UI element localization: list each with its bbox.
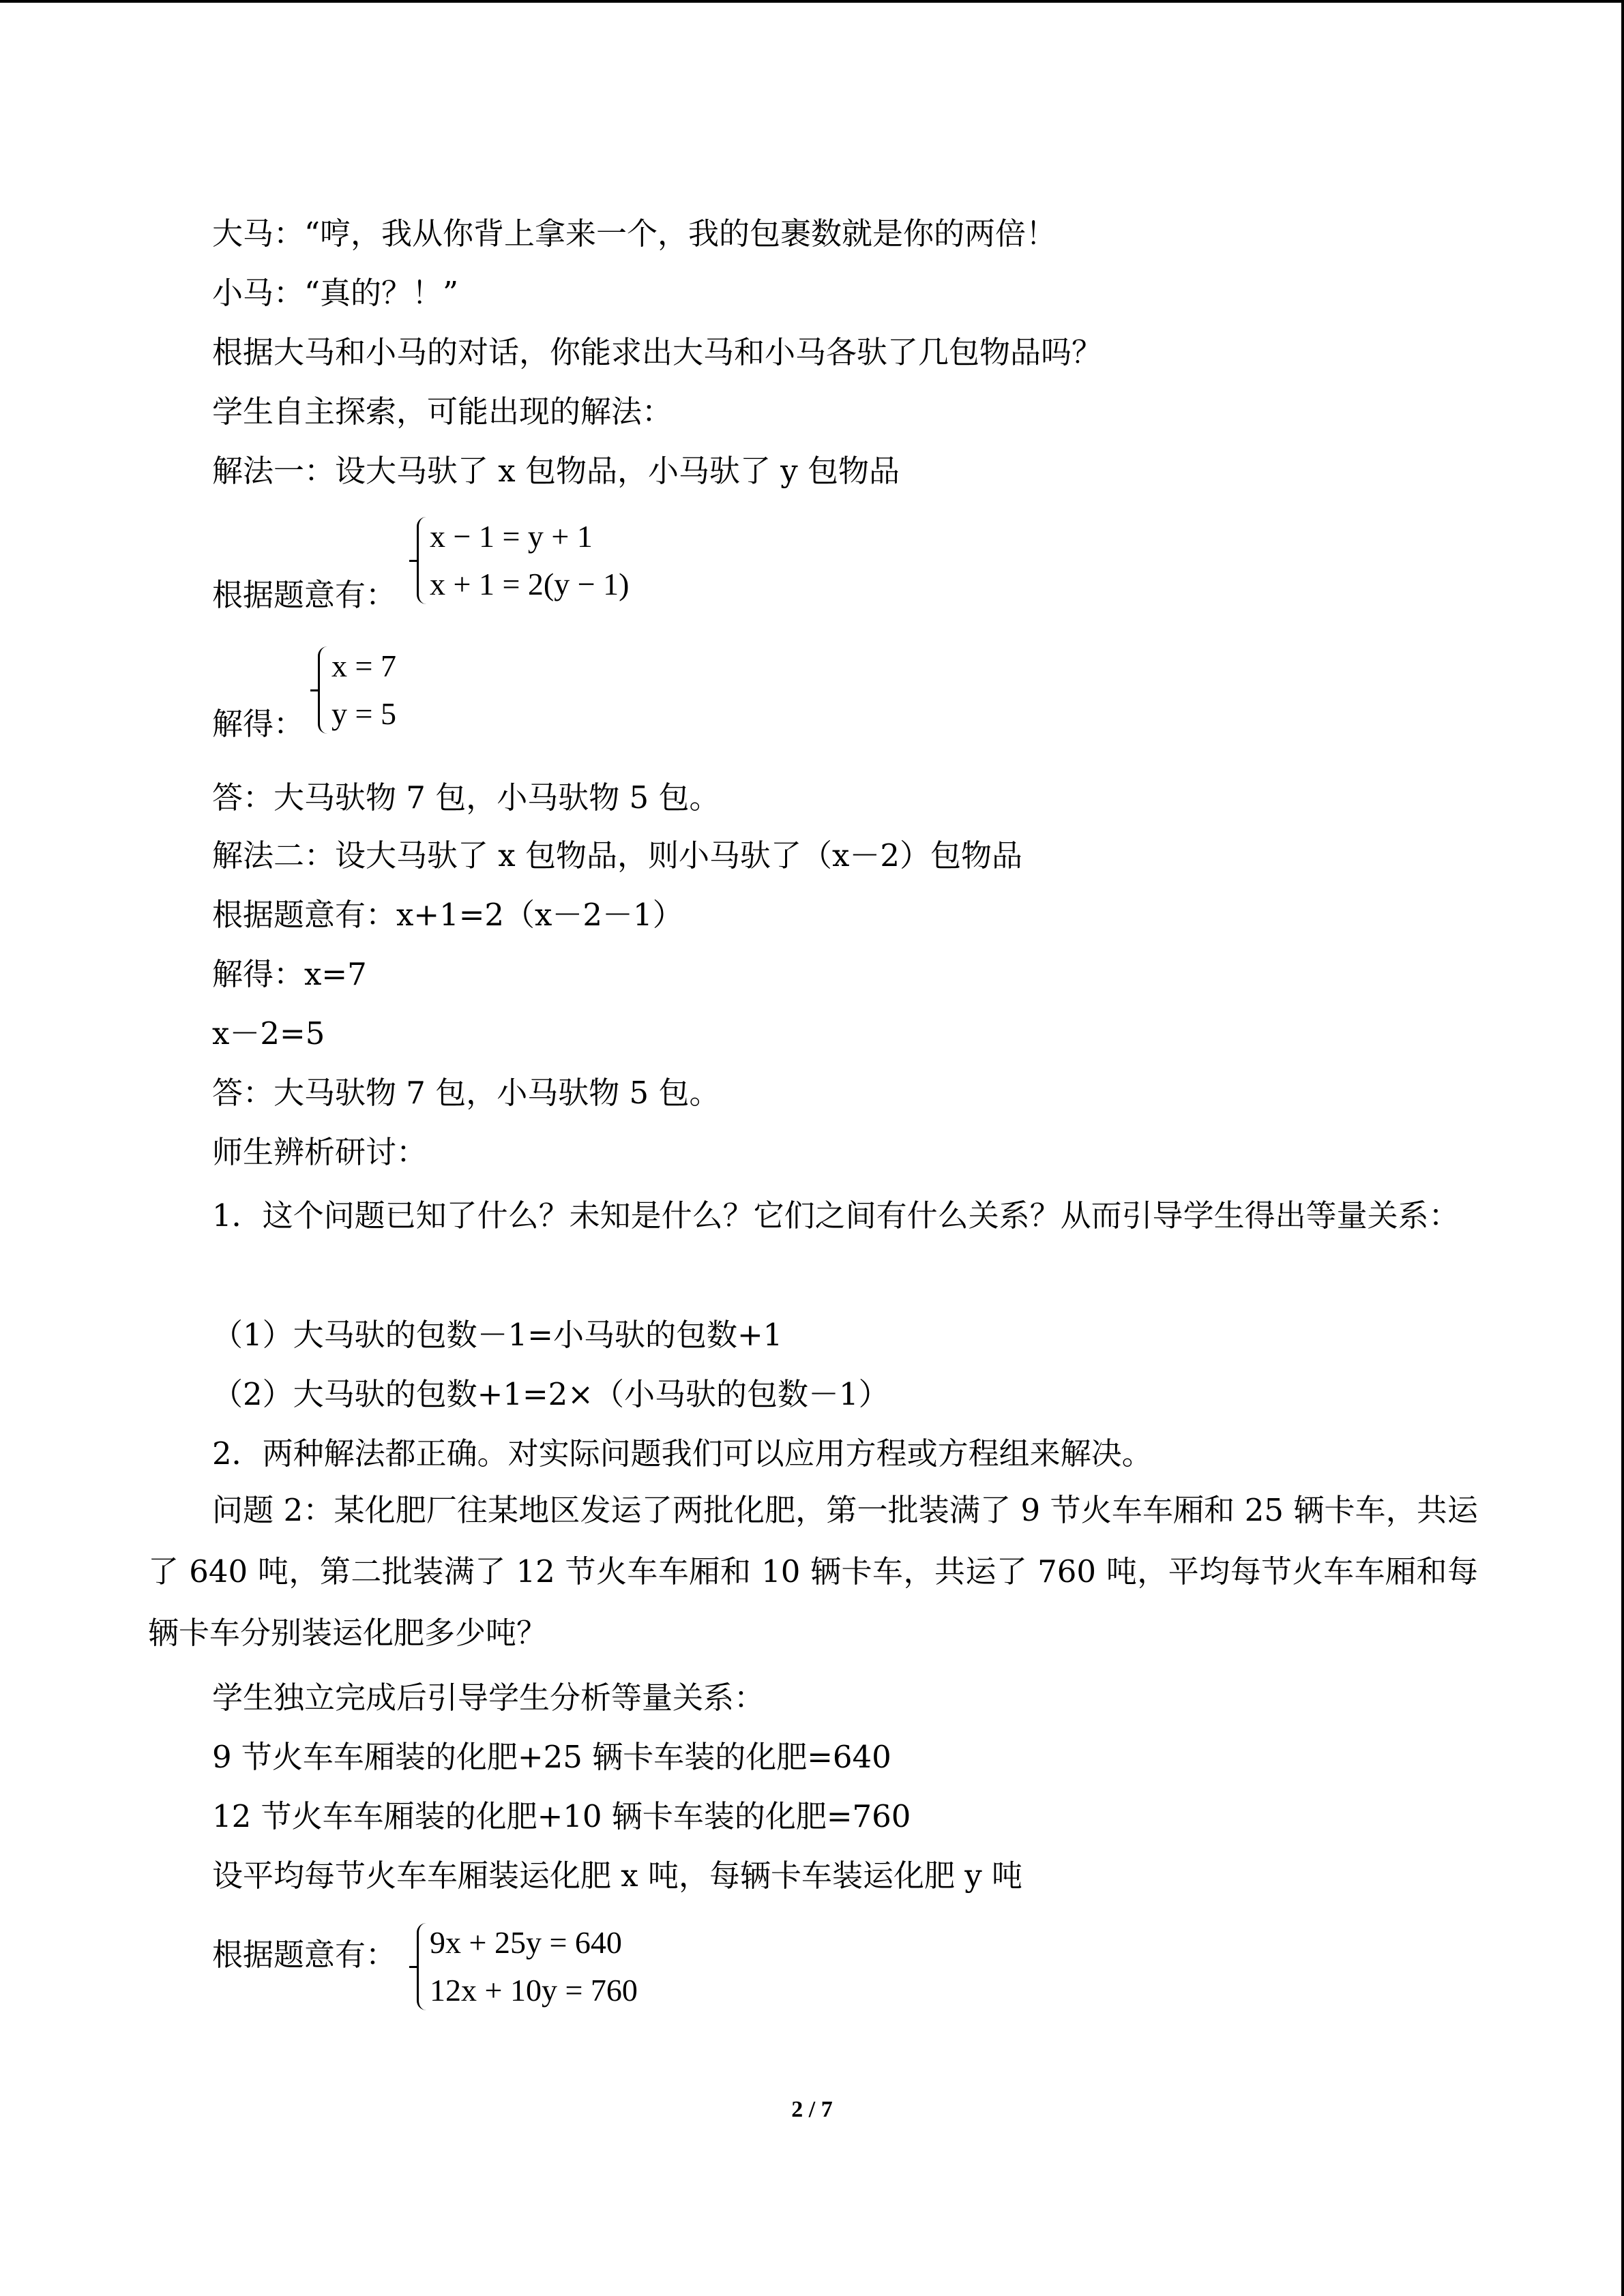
page-number: 2 / 7: [791, 2097, 833, 2122]
system-two-eq2: y = 5: [331, 696, 396, 731]
method-two-solution-y: x－2=5: [212, 1015, 325, 1052]
dialogue-line-big-horse: 大马：“哼，我从你背上拿来一个，我的包裹数就是你的两倍！: [212, 215, 1057, 252]
system-three-eq2: 12x + 10y = 760: [430, 1973, 638, 2008]
system-one-eq2: x + 1 = 2(y − 1): [430, 567, 630, 601]
system-three-brace: [417, 1923, 427, 2010]
system-one-brace: [417, 517, 427, 604]
system-one-eq1: x − 1 = y + 1: [430, 519, 593, 554]
exploration-line: 学生自主探索，可能出现的解法：: [212, 393, 673, 430]
solution-one-label: 解得：: [212, 706, 305, 742]
problem-two-paragraph: 问题 2：某化肥厂往某地区发运了两批化肥，第一批装满了 9 节火车车厢和 25 辆卡车，共运了 640 吨，第二批装满了 12 节火车车厢和 10 辆卡车，共运了 760 吨，平均每节火车车厢和每辆卡车分别装运化肥多少吨？: [148, 1492, 1478, 1651]
system-three-equations: [430, 1919, 638, 2014]
method-two-line: 解法二：设大马驮了 x 包物品，则小马驮了（x－2）包物品: [212, 837, 1022, 874]
method-two-equation: 根据题意有：x+1=2（x－2－1）: [212, 897, 683, 933]
method-two-solution-x: 解得：x=7: [212, 956, 367, 992]
system-three-eq1: 9x + 25y = 640: [430, 1925, 622, 1960]
page-top-border: [0, 0, 1624, 3]
discussion-point-two: 2．两种解法都正确。对实际问题我们可以应用方程或方程组来解决。: [212, 1435, 1153, 1472]
question-line: 根据大马和小马的对话，你能求出大马和小马各驮了几包物品吗？: [212, 334, 1103, 370]
page-right-border: [1621, 0, 1624, 2296]
discussion-heading: 师生辨析研讨：: [212, 1134, 428, 1170]
system-one-label: 根据题意有：: [212, 577, 397, 613]
system-two-equations: [331, 642, 396, 738]
system-one-equations: [430, 513, 629, 608]
answer-one-line: 答：大马驮物 7 包，小马驮物 5 包。: [212, 779, 720, 816]
variable-setup-line: 设平均每节火车车厢装运化肥 x 吨，每辆卡车装运化肥 y 吨: [212, 1858, 1023, 1894]
relation-two: （2）大马驮的包数+1=2×（小马驮的包数－1）: [212, 1376, 889, 1412]
system-two-brace: [318, 646, 328, 734]
relation-one: （1）大马驮的包数－1=小马驮的包数+1: [212, 1317, 783, 1353]
relation-four: 12 节火车车厢装的化肥+10 辆卡车装的化肥=760: [212, 1798, 911, 1834]
answer-two-line: 答：大马驮物 7 包，小马驮物 5 包。: [212, 1075, 720, 1111]
dialogue-line-small-horse: 小马：“真的？！”: [212, 275, 459, 311]
discussion-point-one: 1．这个问题已知了什么？未知是什么？它们之间有什么关系？从而引导学生得出等量关系：: [212, 1197, 1460, 1234]
analysis-line: 学生独立完成后引导学生分析等量关系：: [212, 1680, 765, 1716]
relation-three: 9 节火车车厢装的化肥+25 辆卡车装的化肥=640: [212, 1739, 891, 1775]
system-three-label: 根据题意有：: [212, 1937, 397, 1973]
system-two-eq1: x = 7: [331, 648, 396, 683]
method-one-line: 解法一：设大马驮了 x 包物品，小马驮了 y 包物品: [212, 453, 900, 489]
